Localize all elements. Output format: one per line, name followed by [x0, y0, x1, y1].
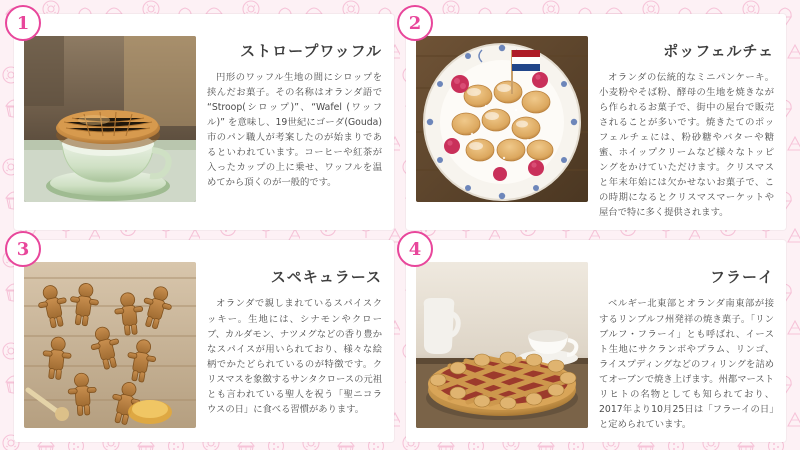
- card-number-badge: 2: [397, 5, 433, 41]
- card-number-badge: 3: [5, 231, 41, 267]
- poffertjes-with-raspberries-and-dutch-flag-photo: [416, 36, 588, 202]
- card-title: スペキュラース: [270, 268, 382, 287]
- card-text-content: [588, 24, 774, 220]
- card-text-content: [588, 250, 774, 431]
- card-stroopwafel: [14, 14, 394, 230]
- card-title: ストロープワッフル: [240, 42, 382, 60]
- card-body-text: オランダの伝統的なミニパンケーキ。小麦粉やそば粉、酵母の生地を焼きながら作られるお菓子で、街中の屋台で販売されることが多いです。焼きたてのポッフェルチェには、粉砂糖やバターや糖蜜、ホイップクリームなど様々なトッピングをかけていただけます。クリスマスと年末年始には欠かせないお菓子で、この時期になるとクリスマスマーケットや屋台で特に多く提供されます。: [599, 72, 774, 219]
- card-text-content: [196, 250, 382, 431]
- card-body-text: ベルギー北東部とオランダ南東部が接するリンブルフ州発祥の焼き菓子。「リンブルフ・フラーイ」とも呼ばれ、イースト生地にサクランボやプラム、リンゴ、ライスプディングなどのフィリングを詰めてオーブンで焼き上げます。州都マーストリヒトの名物としても知られており、2017年より10月25日は「フラーイの日」と定められています。: [599, 298, 774, 430]
- card-poffertjes: [406, 14, 786, 230]
- limburgse-vlaai-lattice-pie-photo: [416, 262, 588, 428]
- card-number-badge: 1: [5, 5, 41, 41]
- card-body-text: 円形のワッフル生地の間にシロップを挟んだお菓子。その名称はオランダ語で “Stroop(シロップ)”、“Wafel (ワッフル)” を意味し、19世紀にゴーダ(Gouda)市のパン職人が考案したのが始まりであるといわれています。コーヒーや紅茶が入ったカップの上に乗せ、ワッフルを温めてから頂くのが一般的です。: [207, 72, 382, 189]
- card-text-content: [196, 24, 382, 220]
- card-title: フラーイ: [709, 268, 774, 287]
- card-speculaas: [14, 240, 394, 441]
- card-vlaai: [406, 240, 786, 441]
- card-title: ポッフェルチェ: [663, 42, 774, 60]
- speculaas-cookies-with-honey-photo: [24, 262, 196, 428]
- card-number-badge: 4: [397, 231, 433, 267]
- card-body-text: オランダで親しまれているスパイスクッキー。生地には、シナモンやクローブ、カルダモン、ナツメグなどの香り豊かなスパイスが用いられており、様々な絵柄でかたどられているのが特徴です。クリスマスを象徴するサンタクロースの元祖とも言われている聖人を祝う「聖ニコラウスの日」に食べる習慣があります。: [207, 298, 382, 415]
- stroopwafel-on-teacup-photo: [24, 36, 196, 202]
